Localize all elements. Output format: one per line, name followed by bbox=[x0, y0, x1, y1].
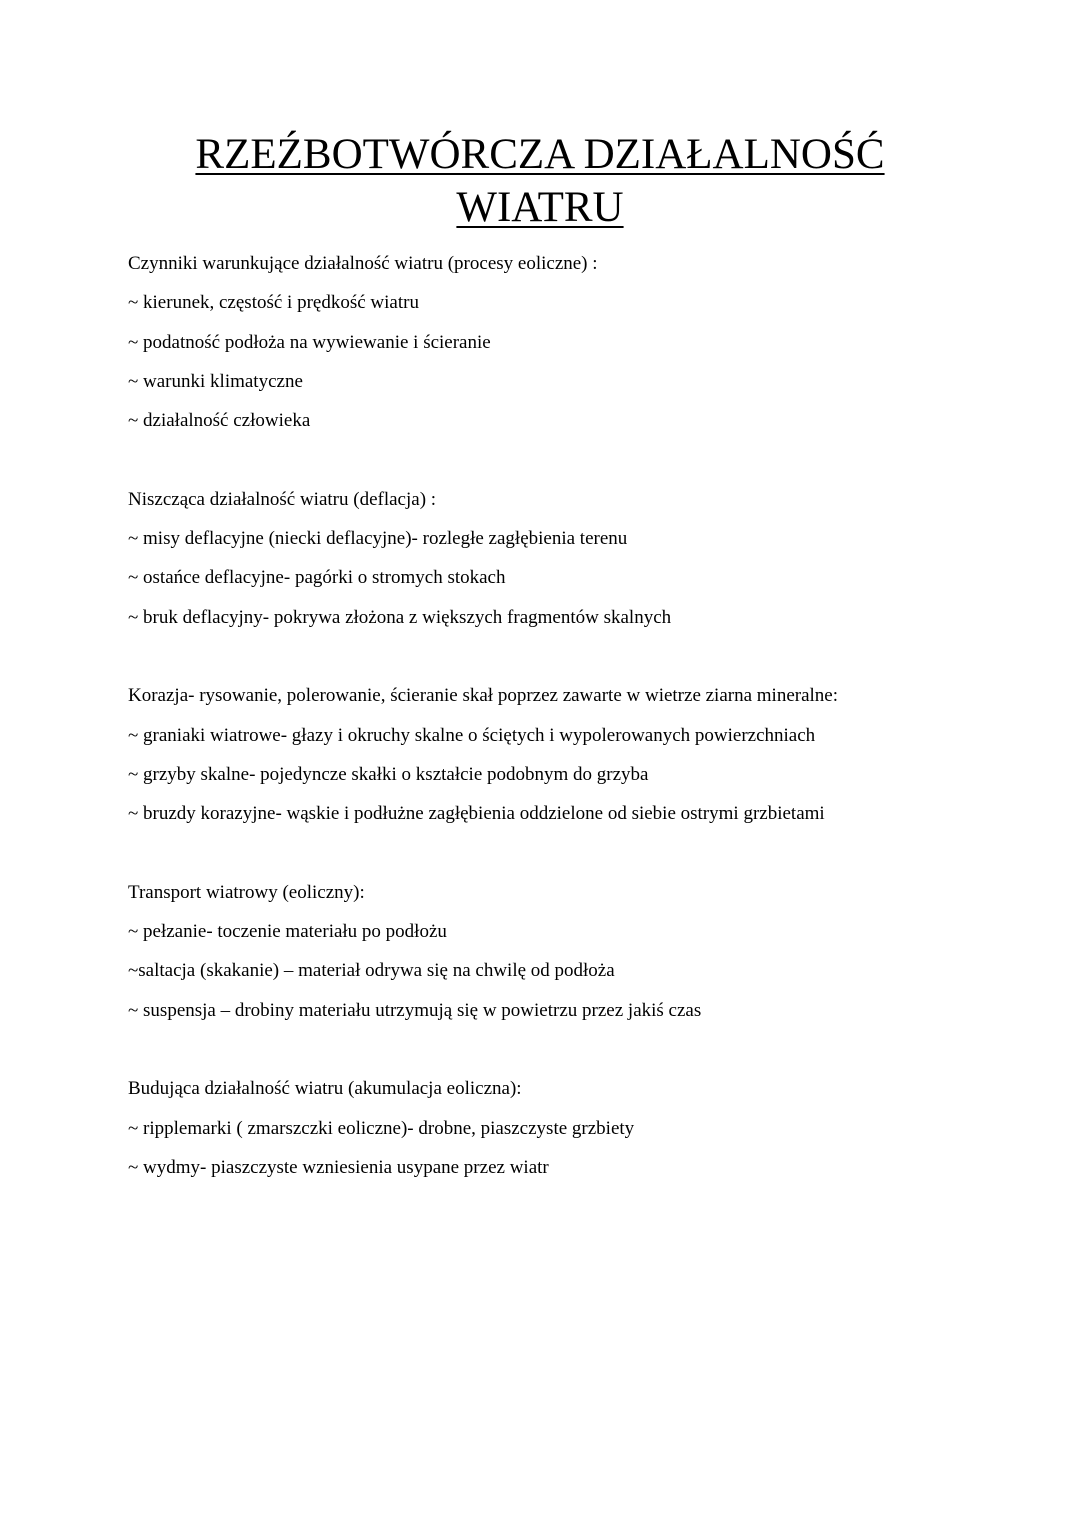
list-item: ~ bruzdy korazyjne- wąskie i podłużne zagłębienia oddzielone od siebie ostrymi grzbietami bbox=[128, 803, 825, 825]
title-line-1: RZEŹBOTWÓRCZA DZIAŁALNOŚĆ bbox=[195, 131, 885, 178]
section bbox=[128, 676, 1028, 833]
list-item: ~ suspensja – drobiny materiału utrzymują się w powietrzu przez jakiś czas bbox=[128, 999, 702, 1021]
section bbox=[128, 244, 1028, 440]
list-item: ~ podatność podłoża na wywiewanie i ścieranie bbox=[128, 331, 491, 353]
list-item: ~ ostańce deflacyjne- pagórki o stromych stokach bbox=[128, 567, 506, 589]
list-item: ~saltacja (skakanie) – materiał odrywa się na chwilę od podłoża bbox=[128, 960, 615, 982]
section-heading: Niszcząca działalność wiatru (deflacja) : bbox=[128, 488, 437, 510]
list-item: ~ misy deflacyjne (niecki deflacyjne)- rozległe zagłębienia terenu bbox=[128, 528, 628, 550]
list-item: ~ warunki klimatyczne bbox=[128, 370, 303, 392]
list-item: ~ działalność człowieka bbox=[128, 410, 311, 432]
section-heading: Transport wiatrowy (eoliczny): bbox=[128, 881, 365, 903]
list-item: ~ kierunek, częstość i prędkość wiatru bbox=[128, 292, 419, 314]
section-heading: Czynniki warunkujące działalność wiatru (procesy eoliczne) : bbox=[128, 253, 598, 274]
section bbox=[128, 1069, 1028, 1187]
section bbox=[128, 873, 1028, 1030]
document-body bbox=[128, 244, 1028, 1226]
list-item: ~ grzyby skalne- pojedyncze skałki o kształcie podobnym do grzyba bbox=[128, 763, 649, 785]
list-item: ~ ripplemarki ( zmarszczki eoliczne)- drobne, piaszczyste grzbiety bbox=[128, 1117, 635, 1139]
list-item: ~ bruk deflacyjny- pokrywa złożona z większych fragmentów skalnych bbox=[128, 606, 672, 628]
section-heading: Budująca działalność wiatru (akumulacja eoliczna): bbox=[128, 1078, 522, 1100]
section-heading: Korazja- rysowanie, polerowanie, ścieranie skał poprzez zawarte w wietrze ziarna mineralne: bbox=[128, 685, 839, 707]
page-title bbox=[0, 128, 1080, 234]
list-item: ~ graniaki wiatrowe- głazy i okruchy skalne o ściętych i wypolerowanych powierzchniach bbox=[128, 724, 816, 746]
title-line-2: WIATRU bbox=[456, 184, 624, 231]
list-item: ~ wydmy- piaszczyste wzniesienia usypane przez wiatr bbox=[128, 1156, 549, 1178]
section bbox=[128, 480, 1028, 637]
list-item: ~ pełzanie- toczenie materiału po podłożu bbox=[128, 921, 447, 943]
